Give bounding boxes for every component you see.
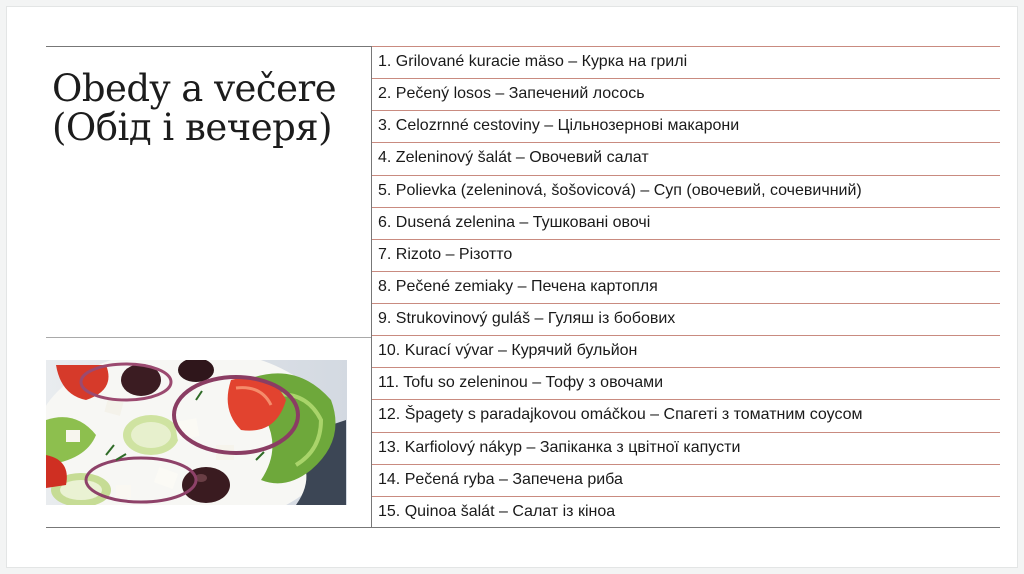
list-item: 5. Polievka (zeleninová, šošovicová) – Суп (овочевий, сочевичний) [372, 175, 1000, 207]
list-item: 4. Zeleninový šalát – Овочевий салат [372, 142, 1000, 174]
title-line-slovak: Obedy a večere [52, 67, 337, 110]
salad-photo [46, 360, 347, 505]
panel-divider [46, 337, 371, 338]
list-item: 3. Celozrnné cestoviny – Цільнозернові макарони [372, 110, 1000, 142]
slide-title [52, 69, 362, 147]
meal-list [371, 46, 1000, 528]
title-panel [46, 46, 371, 528]
title-line-ukrainian: (Обід і вечеря) [52, 106, 333, 149]
list-item: 15. Quinoa šalát – Салат із кіноа [372, 496, 1000, 528]
list-item: 11. Tofu so zeleninou – Тофу з овочами [372, 367, 1000, 399]
list-item: 6. Dusená zelenina – Тушковані овочі [372, 207, 1000, 239]
list-item: 10. Kurací vývar – Курячий бульйон [372, 335, 1000, 367]
list-item: 12. Špagety s paradajkovou omáčkou – Спагеті з томатним соусом [372, 399, 1000, 431]
list-item: 7. Rizoto – Різотто [372, 239, 1000, 271]
list-item: 13. Karfiolový nákyp – Запіканка з цвітної капусти [372, 432, 1000, 464]
list-item: 2. Pečený losos – Запечений лосось [372, 78, 1000, 110]
list-item: 14. Pečená ryba – Запечена риба [372, 464, 1000, 496]
list-item: 8. Pečené zemiaky – Печена картопля [372, 271, 1000, 303]
list-item: 9. Strukovinový guláš – Гуляш із бобових [372, 303, 1000, 335]
list-item: 1. Grilované kuracie mäso – Курка на грилі [372, 46, 1000, 78]
